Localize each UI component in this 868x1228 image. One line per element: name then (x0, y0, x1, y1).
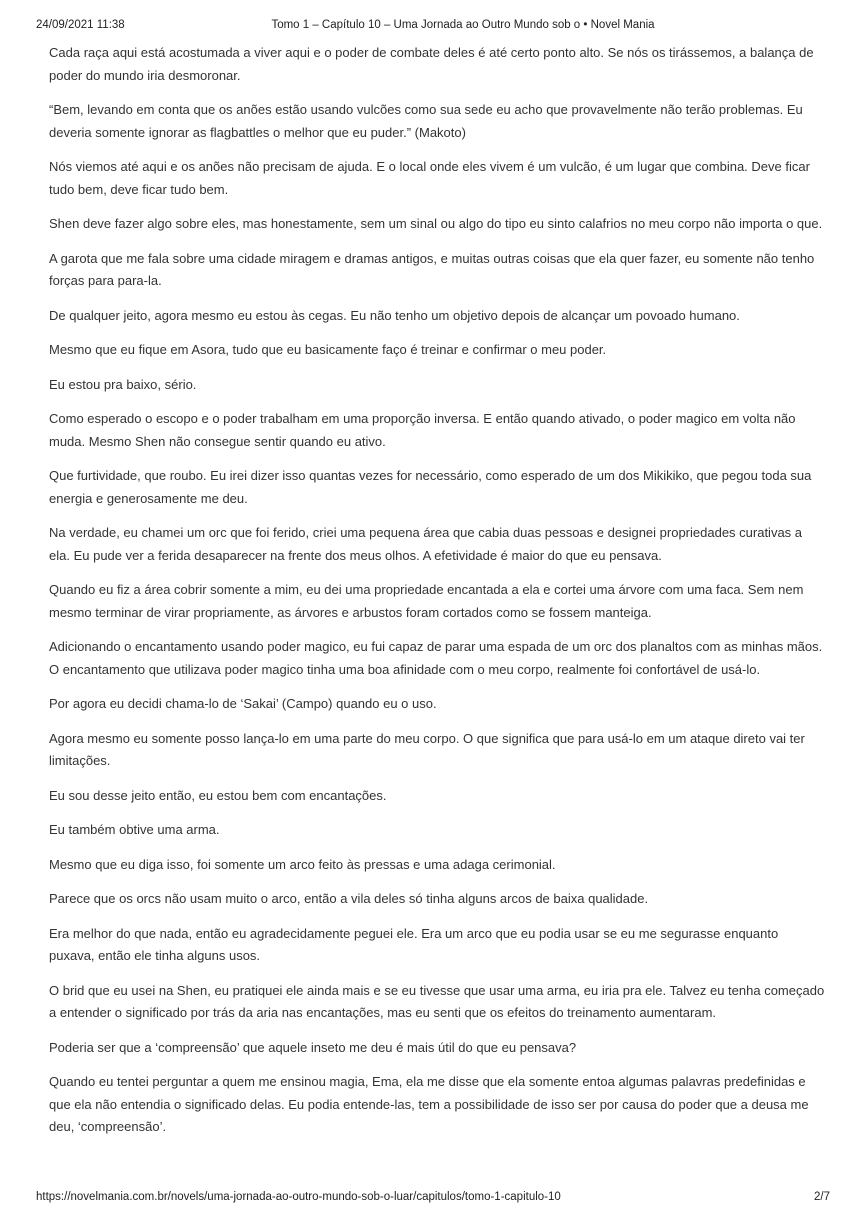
paragraph: Como esperado o escopo e o poder trabalham em uma proporção inversa. E então quando ativado, o poder magico em volta não muda. Mesmo Shen não consegue sentir quando eu ativo. (49, 411, 796, 449)
paragraph: Parece que os orcs não usam muito o arco, então a vila deles só tinha alguns arcos de baixa qualidade. (49, 891, 649, 906)
paragraph: Quando eu fiz a área cobrir somente a mim, eu dei uma propriedade encantada a ela e cortei uma árvore com uma faca. Sem nem mesmo terminar de virar propriamente, as árvores e arbustos foram cortados como se fossem manteiga. (49, 582, 804, 620)
paragraph: Por agora eu decidi chama-lo de ‘Sakai’ (Campo) quando eu o uso. (49, 696, 437, 711)
print-footer (36, 1191, 830, 1207)
paragraph: A garota que me fala sobre uma cidade miragem e dramas antigos, e muitas outras coisas que ela quer fazer, eu somente não tenho forças para para-la. (49, 250, 815, 288)
paragraph: Na verdade, eu chamei um orc que foi ferido, criei uma pequena área que cabia duas pessoas e designei propriedades curativas a ela. Eu pude ver a ferida desaparecer na frente dos meus olhos. A efetividade é maior do que eu pensava. (49, 525, 803, 563)
paragraph: Poderia ser que a ‘compreensão’ que aquele inseto me deu é mais útil do que eu pensava? (49, 1039, 577, 1055)
paragraph: Agora mesmo eu somente posso lança-lo em uma parte do meu corpo. O que significa que para usá-lo em um ataque direto vai ter limitações. (49, 730, 805, 768)
paragraph: Mesmo que eu diga isso, foi somente um arco feito às pressas e uma adaga cerimonial. (49, 856, 556, 872)
paragraph: De qualquer jeito, agora mesmo eu estou às cegas. Eu não tenho um objetivo depois de alcançar um povoado humano. (49, 307, 740, 323)
paragraph: Mesmo que eu fique em Asora, tudo que eu basicamente faço é treinar e confirmar o meu poder. (49, 342, 607, 357)
page-title: Tomo 1 – Capítulo 10 – Uma Jornada ao Outro Mundo sob o • Novel Mania (271, 19, 655, 31)
paragraph: Eu também obtive uma arma. (49, 822, 220, 837)
paragraph: “Bem, levando em conta que os anões estão usando vulcões como sua sede eu acho que provavelmente não terão problemas. Eu deveria somente ignorar as flagbattles o melhor que eu puder.” (Makoto) (49, 102, 803, 140)
print-datetime: 24/09/2021 11:38 (36, 19, 125, 31)
page-number: 2/7 (814, 1191, 830, 1203)
paragraph: Shen deve fazer algo sobre eles, mas honestamente, sem um sinal ou algo do tipo eu sinto calafrios no meu corpo não importa o que. (49, 216, 823, 231)
paragraph: Cada raça aqui está acostumada a viver aqui e o poder de combate deles é até certo ponto alto. Se nós os tirássemos, a balança de poder do mundo iria desmoronar. (49, 45, 814, 83)
paragraph: Nós viemos até aqui e os anões não precisam de ajuda. E o local onde eles vivem é um vulcão, é um lugar que combina. Deve ficar tudo bem, deve ficar tudo bem. (49, 159, 810, 197)
page-url: https://novelmania.com.br/novels/uma-jornada-ao-outro-mundo-sob-o-luar/capitulos/tomo-1-capitulo-10 (36, 1191, 561, 1203)
paragraph: Eu estou pra baixo, sério. (49, 376, 197, 392)
paragraph: Adicionando o encantamento usando poder magico, eu fui capaz de parar uma espada de um orc dos planaltos com as minhas mãos. O encantamento que utilizava poder magico tinha uma boa afinidade com o meu corpo, realmente foi confortável de usá-lo. (49, 639, 823, 677)
paragraph: O brid que eu usei na Shen, eu pratiquei ele ainda mais e se eu tivesse que usar uma arma, eu iria pra ele. Talvez eu tenha começado a entender o significado por trás da aria nas encantações, mas eu senti que os efeitos do treinamento aumentaram. (49, 982, 825, 1020)
paragraph: Que furtividade, que roubo. Eu irei dizer isso quantas vezes for necessário, como esperado de um dos Mikikiko, que pegou toda sua energia e generosamente me deu. (49, 468, 812, 506)
print-header (36, 19, 830, 35)
paragraph: Era melhor do que nada, então eu agradecidamente peguei ele. Era um arco que eu podia usar se eu me segurasse enquanto puxava, então ele tinha alguns usos. (49, 925, 779, 963)
paragraph: Eu sou desse jeito então, eu estou bem com encantações. (49, 787, 387, 803)
chapter-content (49, 42, 825, 1151)
paragraph: Quando eu tentei perguntar a quem me ensinou magia, Ema, ela me disse que ela somente entoa algumas palavras predefinidas e que ela não entendia o significado delas. Eu podia entende-las, tem a possibilidade de isso ser por causa do poder que a deusa me deu, ‘compreensão’. (49, 1074, 809, 1134)
